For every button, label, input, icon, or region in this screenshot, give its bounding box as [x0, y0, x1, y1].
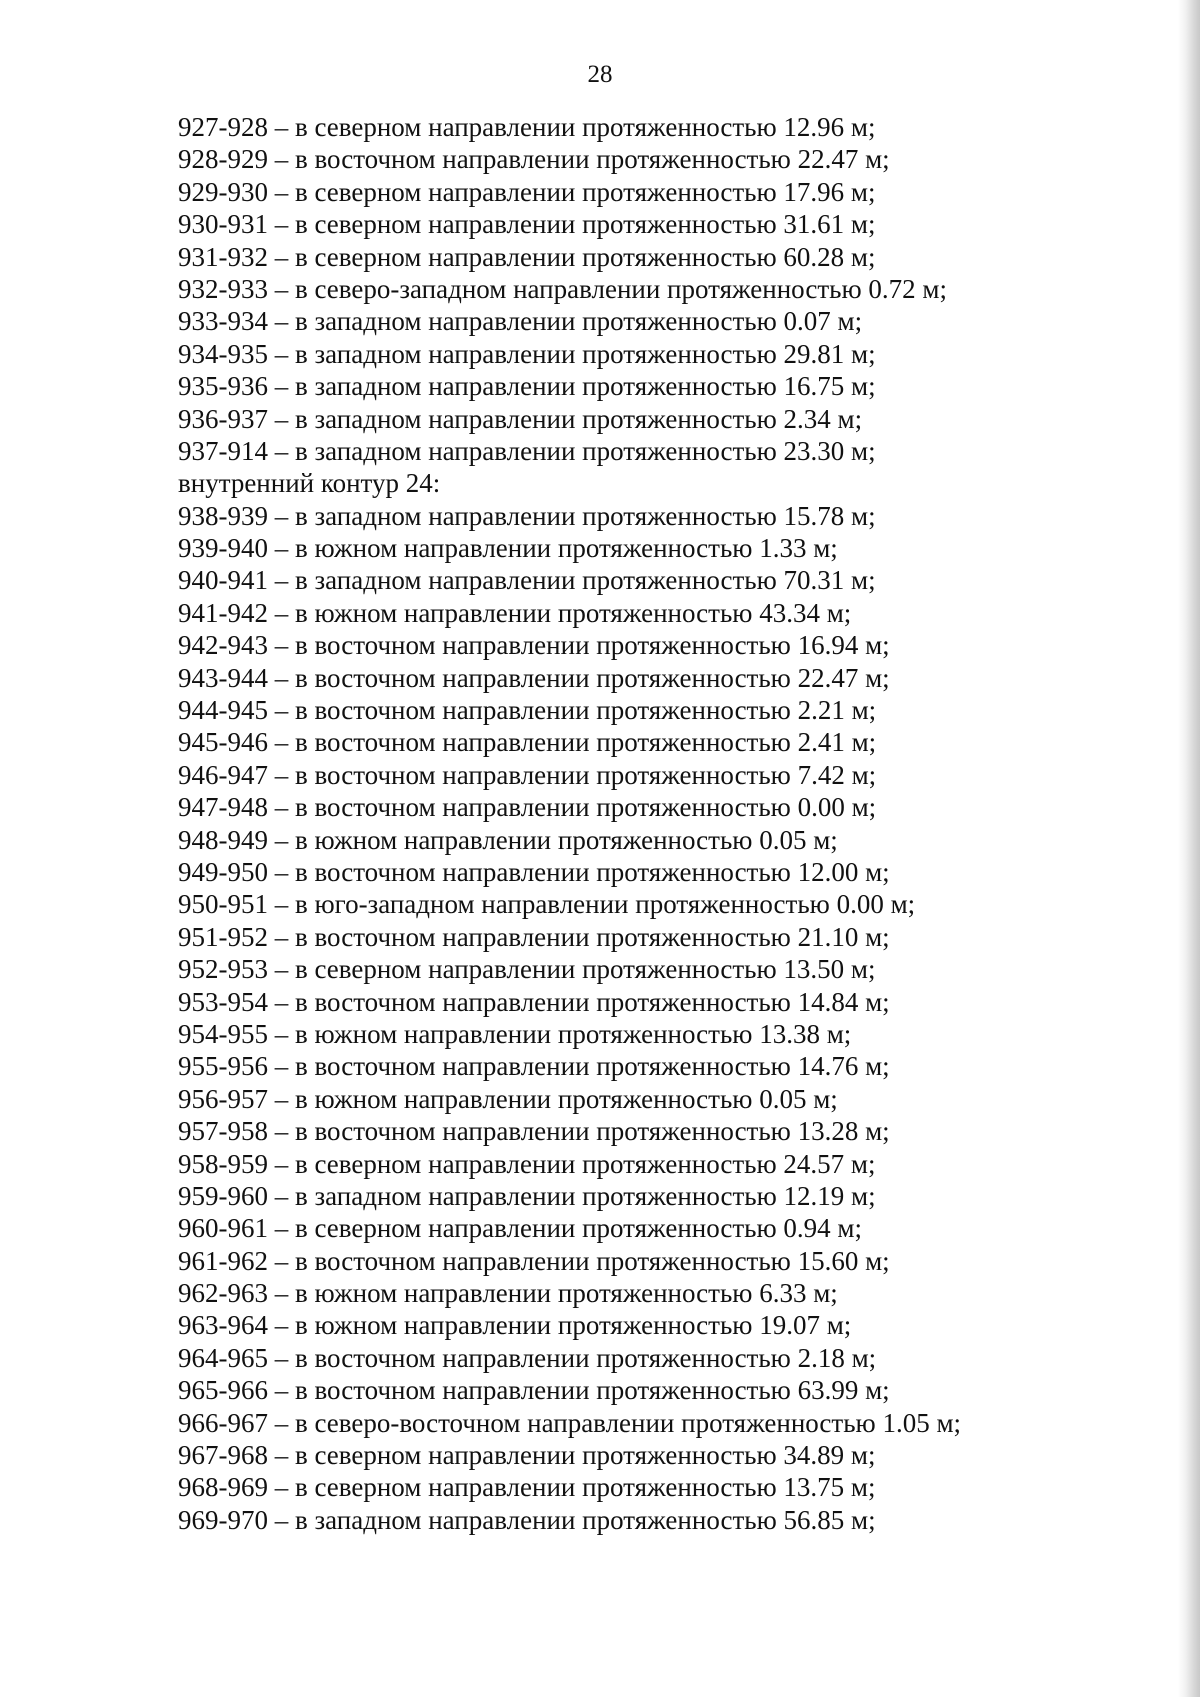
boundary-segment-line: 960-961 – в северном направлении протяженностью 0.94 м; — [178, 1213, 863, 1244]
boundary-segment-line: 927-928 – в северном направлении протяженностью 12.96 м; — [178, 112, 876, 142]
boundary-segment-line: 957-958 – в восточном направлении протяженностью 13.28 м; — [178, 1116, 890, 1147]
page-number: 28 — [587, 61, 613, 88]
boundary-segment-line: 945-946 – в восточном направлении протяженностью 2.41 м; — [178, 727, 877, 758]
boundary-segment-line: 967-968 – в северном направлении протяженностью 34.89 м; — [178, 1440, 876, 1471]
boundary-segment-line: 964-965 – в восточном направлении протяженностью 2.18 м; — [178, 1342, 877, 1373]
boundary-segment-line: 952-953 – в северном направлении протяженностью 13.50 м; — [178, 954, 876, 985]
boundary-segment-line: 968-969 – в северном направлении протяженностью 13.75 м; — [178, 1472, 876, 1503]
boundary-segment-line: 958-959 – в северном направлении протяженностью 24.57 м; — [178, 1148, 876, 1179]
boundary-segment-line: 963-964 – в южном направлении протяженностью 19.07 м; — [178, 1310, 852, 1341]
boundary-segment-line: 946-947 – в восточном направлении протяженностью 7.42 м; — [178, 759, 877, 790]
boundary-segment-line: 932-933 – в северо-западном направлении протяженностью 0.72 м; — [178, 273, 947, 304]
boundary-segment-line: 941-942 – в южном направлении протяженностью 43.34 м; — [178, 597, 852, 628]
boundary-segment-line: 943-944 – в восточном направлении протяженностью 22.47 м; — [178, 662, 890, 693]
boundary-segment-line: 956-957 – в южном направлении протяженностью 0.05 м; — [178, 1083, 838, 1114]
boundary-segment-line: 937-914 – в западном направлении протяженностью 23.30 м; — [178, 435, 876, 466]
boundary-segment-line: 962-963 – в южном направлении протяженностью 6.33 м; — [178, 1278, 838, 1309]
boundary-segment-line: 938-939 – в западном направлении протяженностью 15.78 м; — [178, 500, 876, 531]
boundary-segment-line: 959-960 – в западном направлении протяженностью 12.19 м; — [178, 1180, 876, 1211]
boundary-segment-line: 969-970 – в западном направлении протяженностью 56.85 м; — [178, 1504, 876, 1535]
boundary-segment-line: 961-962 – в восточном направлении протяженностью 15.60 м; — [178, 1245, 890, 1276]
boundary-segment-line: 930-931 – в северном направлении протяженностью 31.61 м; — [178, 209, 876, 240]
boundary-segment-line: 947-948 – в восточном направлении протяженностью 0.00 м; — [178, 792, 877, 823]
contour-heading: внутренний контур 24: — [178, 468, 441, 499]
boundary-segment-line: 948-949 – в южном направлении протяженностью 0.05 м; — [178, 824, 838, 855]
boundary-segment-line: 951-952 – в восточном направлении протяженностью 21.10 м; — [178, 921, 890, 952]
boundary-segment-line: 934-935 – в западном направлении протяженностью 29.81 м; — [178, 338, 876, 369]
boundary-segment-line: 929-930 – в северном направлении протяженностью 17.96 м; — [178, 176, 876, 207]
boundary-segment-list — [178, 111, 1078, 1536]
boundary-segment-line: 933-934 – в западном направлении протяженностью 0.07 м; — [178, 306, 863, 337]
boundary-segment-line: 965-966 – в восточном направлении протяженностью 63.99 м; — [178, 1375, 890, 1406]
boundary-segment-line: 928-929 – в восточном направлении протяженностью 22.47 м; — [178, 144, 890, 175]
boundary-segment-line: 940-941 – в западном направлении протяженностью 70.31 м; — [178, 565, 876, 596]
boundary-segment-line: 950-951 – в юго-западном направлении протяженностью 0.00 м; — [178, 889, 916, 920]
scan-edge-shadow — [1178, 0, 1200, 1697]
boundary-segment-line: 954-955 – в южном направлении протяженностью 13.38 м; — [178, 1018, 852, 1049]
boundary-segment-line: 939-940 – в южном направлении протяженностью 1.33 м; — [178, 533, 838, 564]
boundary-segment-line: 935-936 – в западном направлении протяженностью 16.75 м; — [178, 371, 876, 402]
boundary-segment-line: 953-954 – в восточном направлении протяженностью 14.84 м; — [178, 986, 890, 1017]
boundary-segment-line: 955-956 – в восточном направлении протяженностью 14.76 м; — [178, 1051, 890, 1082]
boundary-segment-line: 966-967 – в северо-восточном направлении протяженностью 1.05 м; — [178, 1407, 962, 1438]
boundary-segment-line: 942-943 – в восточном направлении протяженностью 16.94 м; — [178, 630, 890, 661]
boundary-segment-line: 949-950 – в восточном направлении протяженностью 12.00 м; — [178, 856, 890, 887]
boundary-segment-line: 944-945 – в восточном направлении протяженностью 2.21 м; — [178, 695, 877, 726]
boundary-segment-line: 936-937 – в западном направлении протяженностью 2.34 м; — [178, 403, 863, 434]
boundary-segment-line: 931-932 – в северном направлении протяженностью 60.28 м; — [178, 241, 876, 272]
